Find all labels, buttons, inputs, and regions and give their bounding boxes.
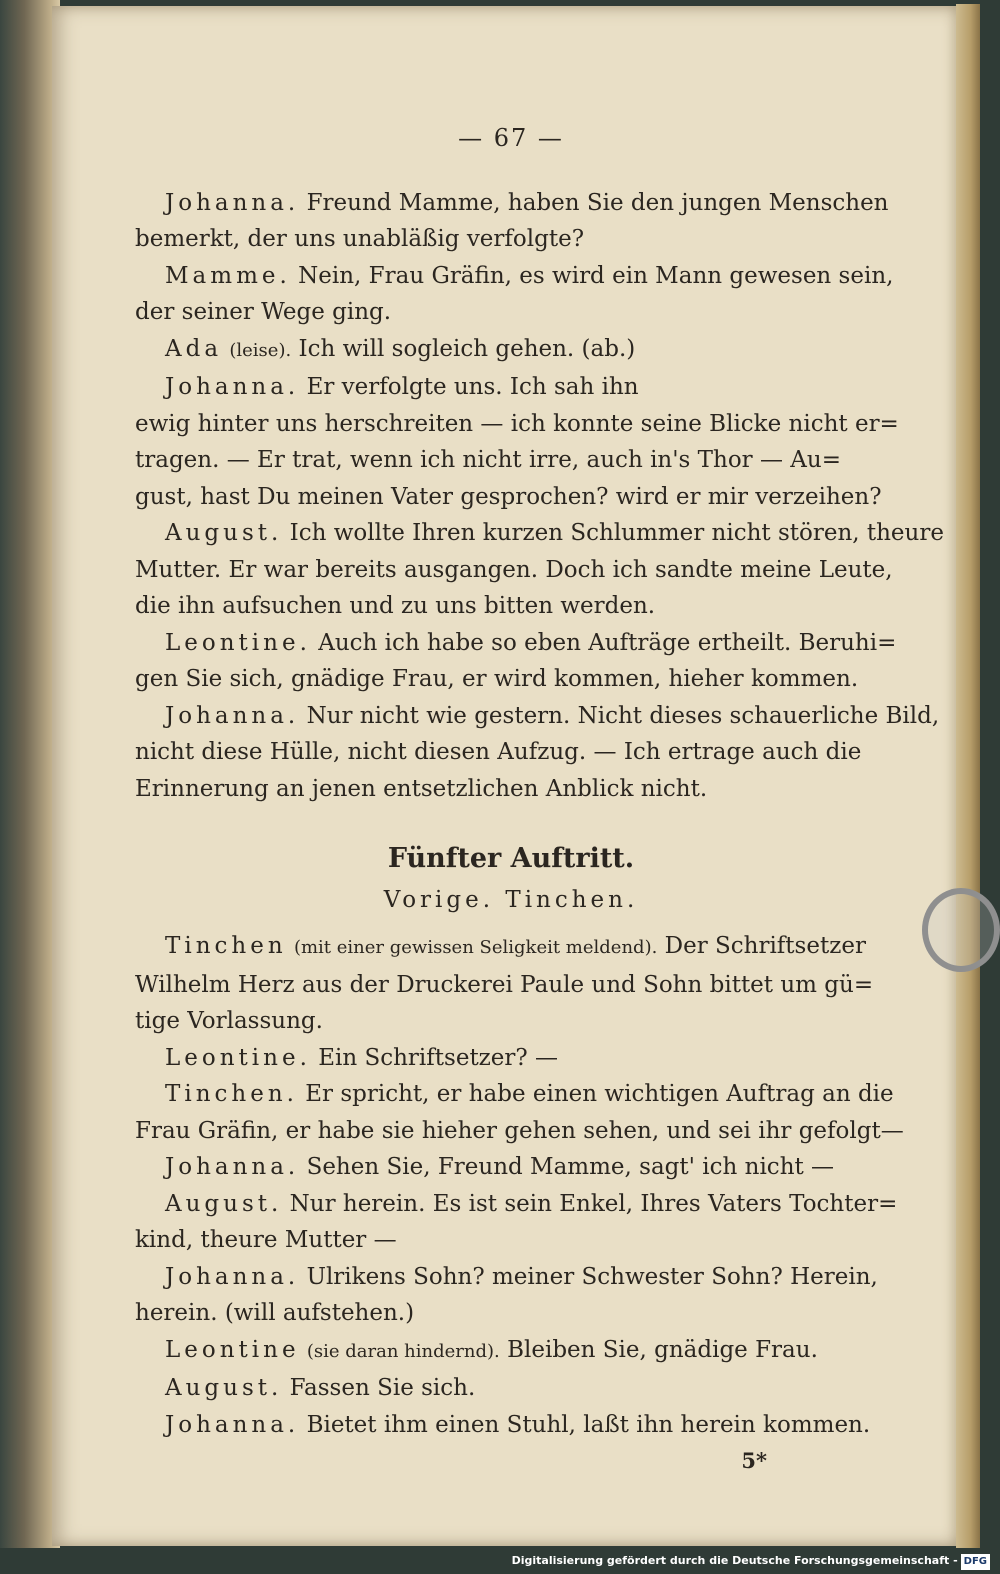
text-line: [135, 406, 899, 443]
text-line: [135, 625, 897, 662]
speaker-name: Leontine.: [165, 1044, 311, 1071]
speaker-name: Johanna.: [165, 189, 300, 216]
line-text: der seiner Wege ging.: [135, 299, 392, 325]
text-line: [135, 1003, 887, 1040]
text-line: [135, 588, 887, 625]
line-text: Der Schriftsetzer: [664, 933, 866, 959]
line-text: tragen. — Er trat, wenn ich nicht irre, auch in's Thor — Au=: [135, 447, 841, 473]
text-line: [135, 552, 893, 589]
line-text: kind, theure Mutter —: [135, 1227, 397, 1253]
speaker-name: Johanna.: [165, 1411, 300, 1438]
text-line: [135, 1259, 887, 1296]
dialogue-section-1: [135, 185, 944, 808]
scene-cast: [135, 882, 887, 919]
speaker-name: Leontine.: [165, 629, 311, 656]
page-number: — 67 —: [458, 124, 564, 152]
left-page-edge: [0, 0, 60, 1574]
stage-direction: (leise).: [229, 339, 292, 361]
speaker-name: Mamme.: [165, 262, 291, 289]
line-text: Ulrikens Sohn? meiner Schwester Sohn? Herein,: [306, 1263, 878, 1290]
stage-direction: (sie daran hindernd).: [306, 1340, 500, 1362]
line-text: tige Vorlassung.: [135, 1008, 323, 1034]
text-line: [135, 1295, 887, 1332]
line-text: Ich will sogleich gehen. (ab.): [298, 335, 636, 362]
text-line: [135, 698, 940, 735]
text-line: [135, 369, 887, 406]
speaker-name: Tinchen.: [165, 1081, 298, 1107]
line-text: Fassen Sie sich.: [289, 1375, 476, 1401]
text-line: [135, 967, 887, 1004]
text-line: [135, 771, 887, 808]
speaker-name: Johanna.: [165, 702, 300, 729]
line-text: gen Sie sich, gnädige Frau, er wird kommen, hieher kommen.: [135, 666, 859, 692]
speaker-name: Johanna.: [165, 1263, 300, 1290]
text-line: [135, 479, 887, 516]
line-text: ewig hinter uns herschreiten — ich konnte seine Blicke nicht er=: [135, 410, 899, 437]
speaker-name: August.: [165, 520, 283, 546]
text-line: [135, 331, 887, 370]
line-text: Freund Mamme, haben Sie den jungen Menschen: [306, 189, 889, 216]
text-line: [135, 442, 887, 479]
dfg-logo: DFG: [961, 1554, 990, 1570]
line-text: gust, hast Du meinen Vater gesprochen? wird er mir verzeihen?: [135, 483, 882, 510]
text-line: [135, 1370, 887, 1407]
speaker-name: Johanna.: [165, 374, 300, 400]
line-text: Wilhelm Herz aus der Druckerei Paule und Sohn bittet um gü=: [135, 971, 874, 998]
text-line: [135, 1332, 887, 1371]
text-line: [135, 661, 887, 698]
line-text: Auch ich habe so eben Aufträge ertheilt. Beruhi=: [318, 629, 897, 656]
line-text: bemerkt, der uns unabläßig verfolgte?: [135, 226, 585, 252]
text-line: [135, 1076, 894, 1113]
text-line: [135, 185, 887, 222]
signature-mark: 5*: [741, 1448, 767, 1473]
text-line: [135, 258, 894, 295]
line-text: Erinnerung an jenen entsetzlichen Anblick nicht.: [135, 775, 708, 802]
right-page-edge: [956, 4, 980, 1550]
text-line: [135, 734, 887, 771]
line-text: Sehen Sie, Freund Mamme, sagt' ich nicht —: [306, 1154, 835, 1180]
text-line: [135, 515, 944, 552]
page-text: [135, 120, 944, 1480]
line-text: Ich wollte Ihren kurzen Schlummer nicht stören, theure: [289, 520, 944, 546]
scene-heading: Fünfter Auftritt.: [387, 843, 635, 874]
footer-credit: [512, 1553, 990, 1569]
line-text: die ihn aufsuchen und zu uns bitten werden.: [135, 593, 656, 619]
dialogue-section-2: [135, 928, 904, 1443]
line-text: Bietet ihm einen Stuhl, laßt ihn herein kommen.: [306, 1411, 871, 1438]
text-line: [135, 1186, 898, 1223]
speaker-name: August.: [165, 1375, 283, 1401]
line-text: Frau Gräfin, er habe sie hieher gehen sehen, und sei ihr gefolgt—: [135, 1117, 904, 1144]
line-text: Er spricht, er habe einen wichtigen Auftrag an die: [305, 1081, 894, 1107]
line-text: Nur herein. Es ist sein Enkel, Ihres Vaters Tochter=: [289, 1190, 898, 1217]
text-line: [135, 1113, 904, 1150]
text-line: [135, 1407, 887, 1444]
text-line: [135, 1222, 887, 1259]
line-text: Mutter. Er war bereits ausgangen. Doch ich sandte meine Leute,: [135, 556, 893, 583]
speaker-name: Leontine: [165, 1336, 300, 1363]
text-line: [135, 1149, 887, 1186]
text-line: [135, 294, 887, 331]
scene-cast-text: Vorige. Tinchen.: [383, 886, 639, 913]
page-clip-ring: [922, 888, 1000, 972]
line-text: Nein, Frau Gräfin, es wird ein Mann gewesen sein,: [298, 262, 894, 289]
text-line: [135, 221, 887, 258]
stage-direction: (mit einer gewissen Seligkeit meldend).: [293, 937, 658, 958]
line-text: Nur nicht wie gestern. Nicht dieses schauerliche Bild,: [306, 702, 940, 729]
text-line: [135, 1040, 887, 1077]
speaker-name: Johanna.: [165, 1154, 300, 1180]
line-text: Er verfolgte uns. Ich sah ihn: [306, 374, 639, 400]
line-text: herein. (will aufstehen.): [135, 1300, 415, 1326]
speaker-name: August.: [165, 1190, 283, 1217]
line-text: nicht diese Hülle, nicht diesen Aufzug. — Ich ertrage auch die: [135, 739, 862, 765]
line-text: Ein Schriftsetzer? —: [318, 1044, 559, 1071]
speaker-name: Tinchen: [165, 933, 287, 959]
speaker-name: Ada: [165, 335, 223, 362]
footer-credit-text: Digitalisierung gefördert durch die Deutsche Forschungsgemeinschaft -: [511, 1554, 958, 1567]
text-line: [135, 928, 887, 967]
line-text: Bleiben Sie, gnädige Frau.: [507, 1336, 818, 1363]
